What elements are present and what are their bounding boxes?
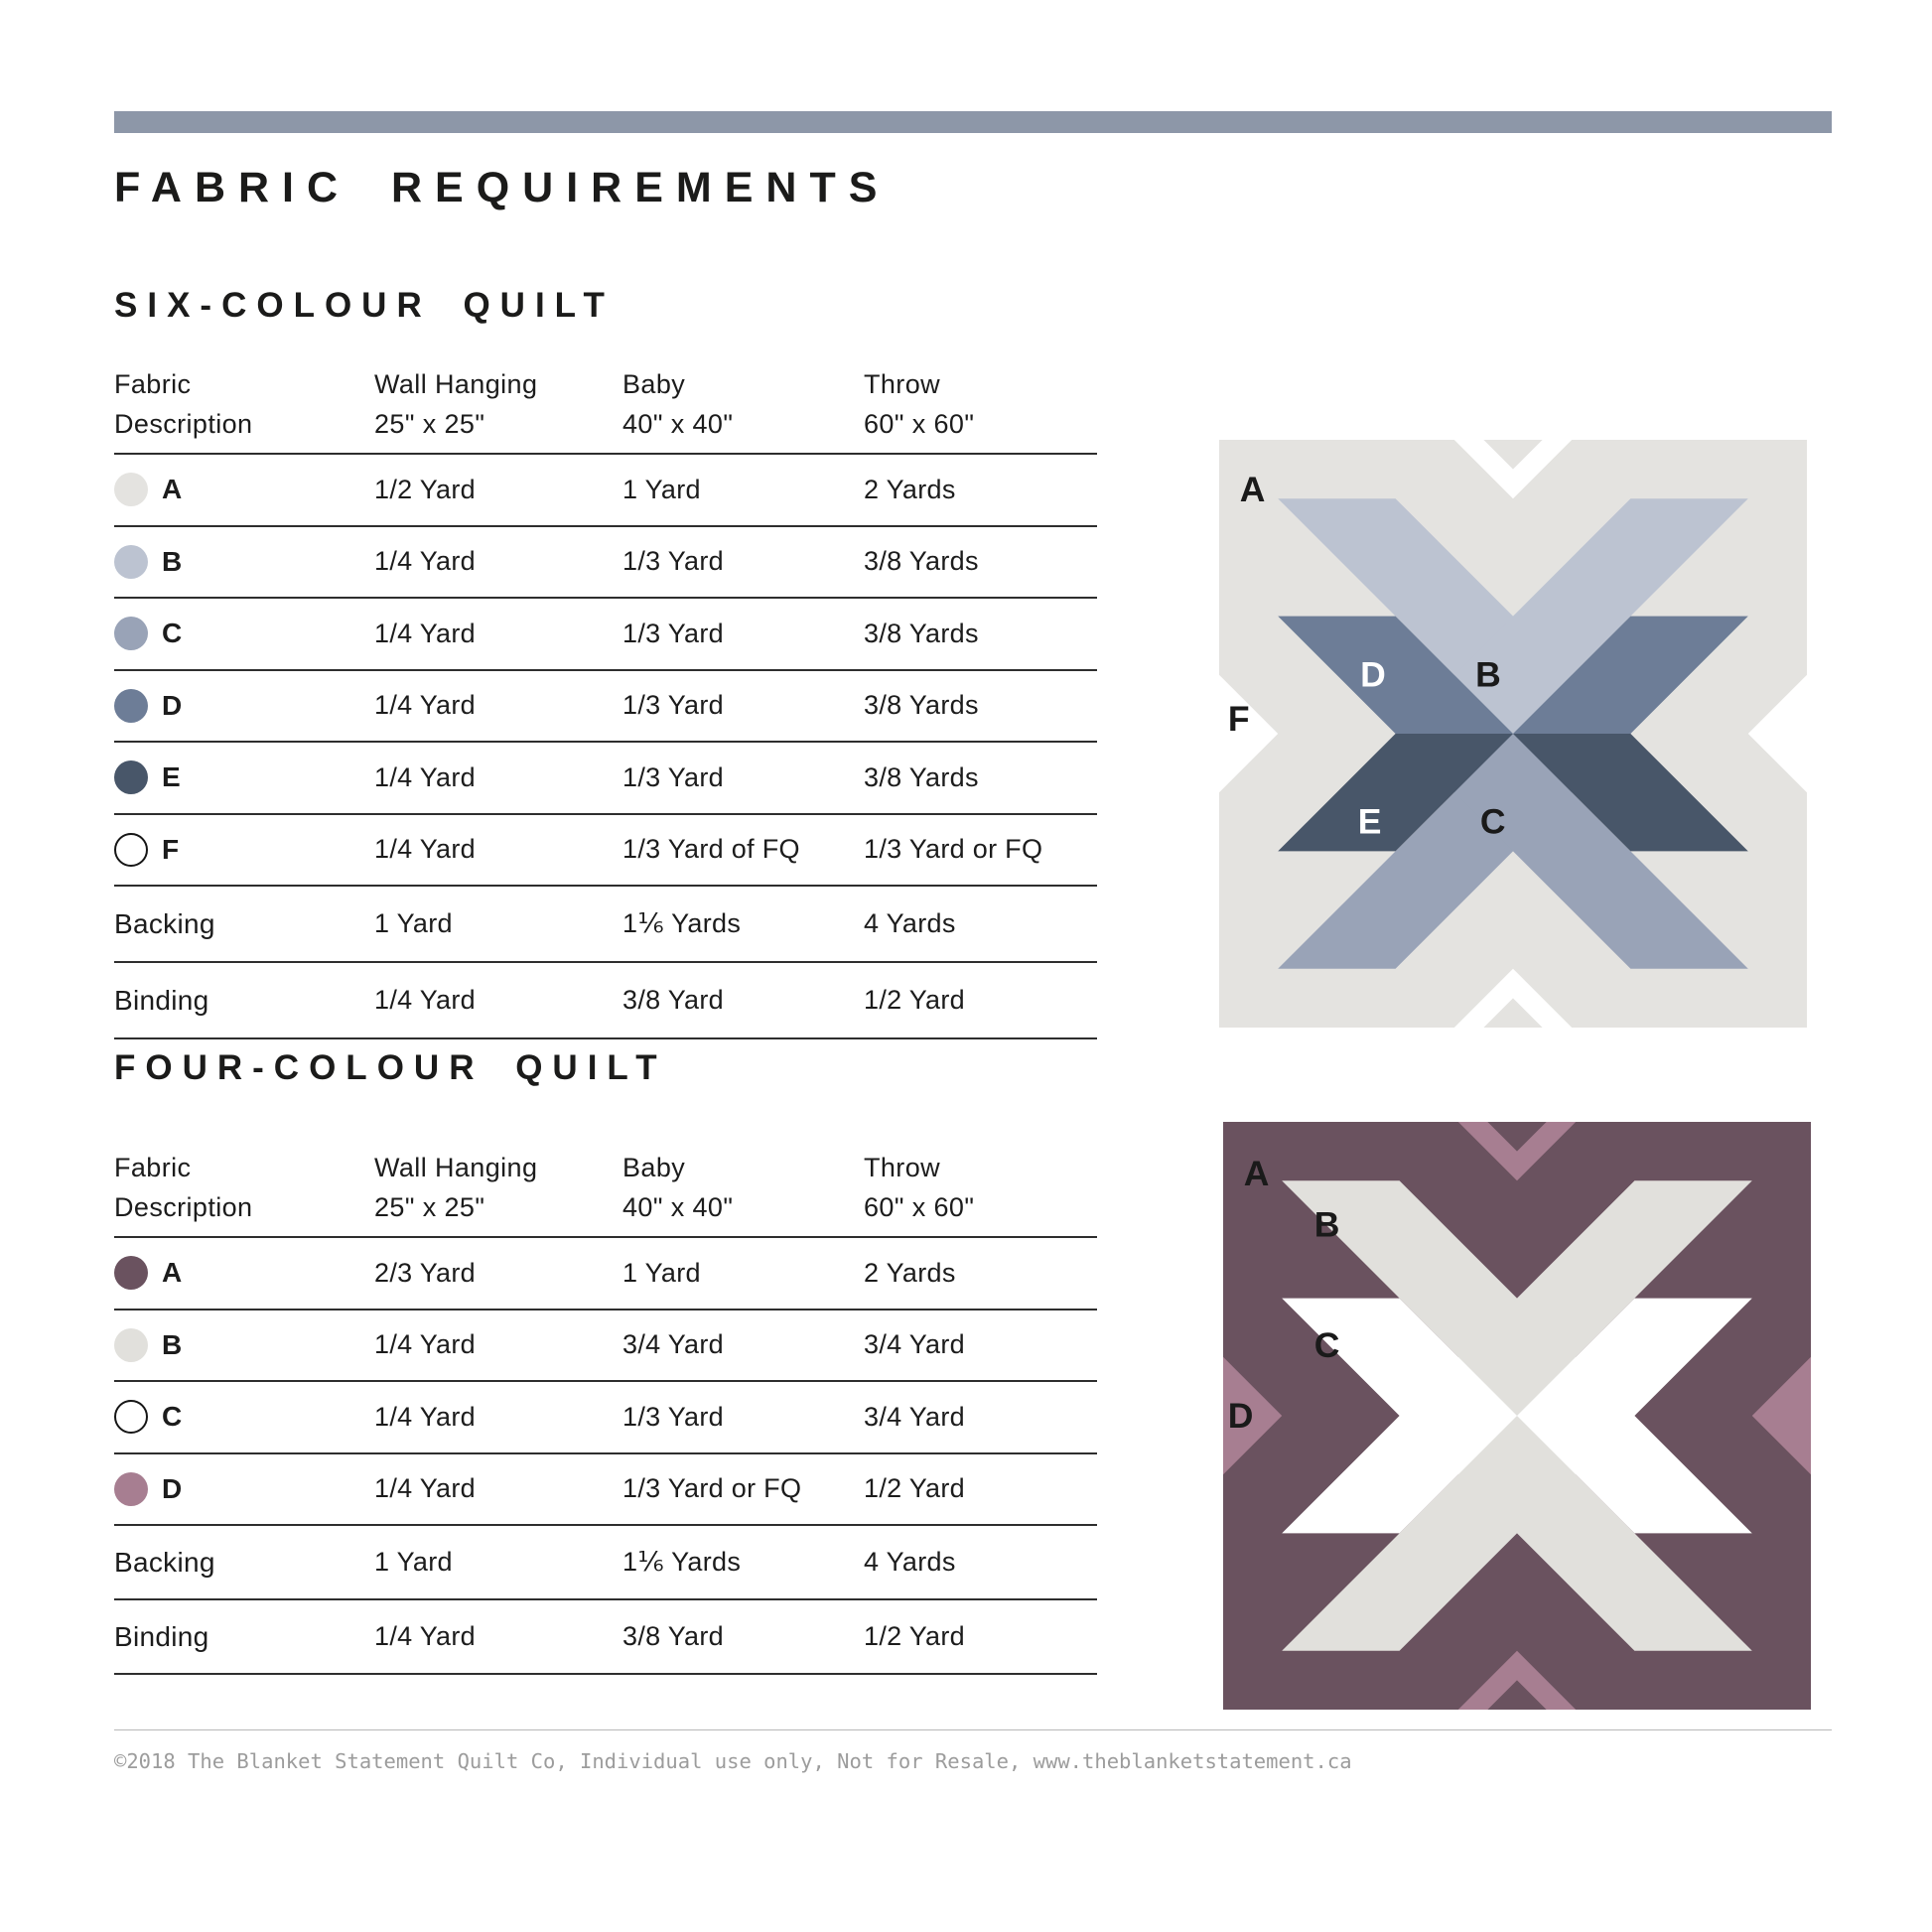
table-row-fabric-c bbox=[114, 599, 1097, 671]
header-line: Baby bbox=[622, 1153, 686, 1182]
six-colour-table bbox=[114, 362, 1097, 1039]
column-header-wall-hanging bbox=[374, 1148, 622, 1227]
value-wall-hanging: 2/3 Yard bbox=[374, 1257, 476, 1288]
table-row-fabric-f bbox=[114, 815, 1097, 888]
table-row-backing bbox=[114, 1526, 1097, 1600]
fabric-desc-cell bbox=[114, 1472, 374, 1506]
diagram-label-c: C bbox=[1313, 1324, 1340, 1365]
fabric-swatch bbox=[114, 1400, 148, 1434]
fabric-swatch bbox=[114, 473, 148, 506]
row-label: Backing bbox=[114, 1546, 215, 1578]
six-colour-title: SIX-COLOUR QUILT bbox=[114, 286, 615, 325]
row-label: Binding bbox=[114, 1620, 209, 1652]
diagram-label-a: A bbox=[1239, 470, 1266, 510]
value-baby: 1⅙ Yards bbox=[622, 1547, 742, 1577]
value-throw: 2 Yards bbox=[864, 474, 956, 504]
value-throw: 3/8 Yards bbox=[864, 690, 979, 721]
fabric-label: D bbox=[162, 689, 183, 721]
fabric-swatch bbox=[114, 1256, 148, 1290]
value-throw: 3/4 Yard bbox=[864, 1329, 965, 1360]
fabric-swatch bbox=[114, 689, 148, 723]
fabric-label: A bbox=[162, 1257, 183, 1289]
value-wall-hanging: 1/4 Yard bbox=[374, 1621, 476, 1651]
value-wall-hanging: 1/4 Yard bbox=[374, 834, 476, 865]
header-line: 40" x 40" bbox=[622, 1192, 734, 1222]
value-baby: 1/3 Yard of FQ bbox=[622, 834, 800, 865]
column-header-throw bbox=[864, 364, 1097, 444]
value-throw: 3/4 Yard bbox=[864, 1401, 965, 1432]
column-header-baby bbox=[622, 364, 864, 444]
value-wall-hanging: 1/4 Yard bbox=[374, 1401, 476, 1432]
fabric-label: F bbox=[162, 833, 180, 865]
value-throw: 3/8 Yards bbox=[864, 618, 979, 648]
fabric-desc-cell bbox=[114, 1328, 374, 1362]
fabric-desc-cell bbox=[114, 1400, 374, 1434]
value-throw: 2 Yards bbox=[864, 1257, 956, 1288]
diagram-label-f: F bbox=[1227, 699, 1250, 740]
value-baby: 1⅙ Yards bbox=[622, 908, 742, 938]
value-wall-hanging: 1/4 Yard bbox=[374, 1473, 476, 1504]
column-header-fabric bbox=[114, 364, 374, 444]
value-wall-hanging: 1/4 Yard bbox=[374, 618, 476, 648]
fabric-swatch bbox=[114, 545, 148, 579]
four-table-header bbox=[114, 1146, 1097, 1238]
row-label: Binding bbox=[114, 984, 209, 1016]
header-line: 40" x 40" bbox=[622, 409, 734, 439]
value-baby: 1 Yard bbox=[622, 474, 701, 504]
fabric-label: A bbox=[162, 474, 183, 505]
value-baby: 1/3 Yard or FQ bbox=[622, 1473, 802, 1504]
fabric-label: B bbox=[162, 1328, 183, 1360]
value-baby: 1/3 Yard bbox=[622, 690, 724, 721]
accent-bar bbox=[114, 111, 1832, 133]
header-line: Wall Hanging bbox=[374, 369, 538, 399]
value-throw: 3/8 Yards bbox=[864, 761, 979, 792]
value-throw: 1/2 Yard bbox=[864, 985, 965, 1015]
table-row-fabric-d bbox=[114, 1454, 1097, 1527]
value-wall-hanging: 1/4 Yard bbox=[374, 985, 476, 1015]
table-row-fabric-a bbox=[114, 1238, 1097, 1311]
column-header-throw bbox=[864, 1148, 1097, 1227]
footer-divider bbox=[114, 1729, 1832, 1730]
fabric-swatch bbox=[114, 760, 148, 794]
fabric-label: C bbox=[162, 1401, 183, 1433]
fabric-desc-cell bbox=[114, 473, 374, 506]
fabric-label: D bbox=[162, 1472, 183, 1504]
value-throw: 4 Yards bbox=[864, 1547, 956, 1577]
header-line: Wall Hanging bbox=[374, 1153, 538, 1182]
diagram-label-e: E bbox=[1357, 801, 1382, 842]
header-line: 60" x 60" bbox=[864, 1192, 975, 1222]
value-baby: 3/8 Yard bbox=[622, 985, 724, 1015]
value-wall-hanging: 1 Yard bbox=[374, 1547, 453, 1577]
value-baby: 1/3 Yard bbox=[622, 761, 724, 792]
table-row-fabric-c bbox=[114, 1382, 1097, 1454]
header-line: Fabric bbox=[114, 1153, 192, 1182]
value-wall-hanging: 1/4 Yard bbox=[374, 761, 476, 792]
value-wall-hanging: 1/4 Yard bbox=[374, 546, 476, 577]
column-header-wall-hanging bbox=[374, 364, 622, 444]
column-header-fabric bbox=[114, 1148, 374, 1227]
table-row-backing bbox=[114, 887, 1097, 963]
header-line: Description bbox=[114, 1192, 253, 1222]
fabric-desc-cell bbox=[114, 833, 374, 867]
value-baby: 1/3 Yard bbox=[622, 546, 724, 577]
page-title: FABRIC REQUIREMENTS bbox=[114, 164, 891, 211]
value-wall-hanging: 1/4 Yard bbox=[374, 690, 476, 721]
fabric-swatch bbox=[114, 1472, 148, 1506]
column-header-baby bbox=[622, 1148, 864, 1227]
table-row-binding bbox=[114, 1600, 1097, 1675]
four-quilt-svg bbox=[1223, 1122, 1811, 1710]
value-wall-hanging: 1/4 Yard bbox=[374, 1329, 476, 1360]
header-line: Baby bbox=[622, 369, 686, 399]
table-row-fabric-e bbox=[114, 743, 1097, 815]
four-colour-quilt-diagram bbox=[1223, 1122, 1811, 1710]
diagram-label-d: D bbox=[1227, 1395, 1254, 1436]
value-throw: 4 Yards bbox=[864, 908, 956, 938]
value-baby: 1 Yard bbox=[622, 1257, 701, 1288]
diagram-label-c: C bbox=[1479, 801, 1506, 842]
four-colour-title: FOUR-COLOUR QUILT bbox=[114, 1048, 667, 1087]
table-row-fabric-b bbox=[114, 1311, 1097, 1383]
six-quilt-svg bbox=[1219, 440, 1807, 1028]
value-baby: 3/8 Yard bbox=[622, 1621, 724, 1651]
fabric-swatch bbox=[114, 1328, 148, 1362]
table-row-binding bbox=[114, 963, 1097, 1039]
header-line: 60" x 60" bbox=[864, 409, 975, 439]
value-throw: 1/2 Yard bbox=[864, 1621, 965, 1651]
value-throw: 1/3 Yard or FQ bbox=[864, 834, 1043, 865]
fabric-label: C bbox=[162, 618, 183, 649]
value-wall-hanging: 1 Yard bbox=[374, 908, 453, 938]
header-line: 25" x 25" bbox=[374, 1192, 485, 1222]
header-line: Throw bbox=[864, 1153, 941, 1182]
value-baby: 1/3 Yard bbox=[622, 1401, 724, 1432]
fabric-desc-cell bbox=[114, 545, 374, 579]
fabric-desc-cell bbox=[114, 1256, 374, 1290]
header-line: 25" x 25" bbox=[374, 409, 485, 439]
value-baby: 3/4 Yard bbox=[622, 1329, 724, 1360]
row-label: Backing bbox=[114, 907, 215, 939]
value-wall-hanging: 1/2 Yard bbox=[374, 474, 476, 504]
header-line: Fabric bbox=[114, 369, 192, 399]
fabric-desc-cell bbox=[114, 760, 374, 794]
six-table-header bbox=[114, 362, 1097, 455]
copyright-text: ©2018 The Blanket Statement Quilt Co, Individual use only, Not for Resale, www.theblanketstatement.ca bbox=[114, 1749, 1352, 1773]
table-row-fabric-b bbox=[114, 527, 1097, 600]
header-line: Description bbox=[114, 409, 253, 439]
table-row-fabric-a bbox=[114, 455, 1097, 527]
fabric-desc-cell bbox=[114, 617, 374, 650]
fabric-swatch bbox=[114, 617, 148, 650]
value-baby: 1/3 Yard bbox=[622, 618, 724, 648]
fabric-label: E bbox=[162, 761, 181, 793]
six-colour-quilt-diagram bbox=[1219, 440, 1807, 1028]
header-line: Throw bbox=[864, 369, 941, 399]
diagram-label-b: B bbox=[1475, 654, 1501, 695]
diagram-label-d: D bbox=[1360, 654, 1386, 695]
fabric-desc-cell bbox=[114, 689, 374, 723]
value-throw: 3/8 Yards bbox=[864, 546, 979, 577]
diagram-label-b: B bbox=[1313, 1204, 1340, 1245]
table-row-fabric-d bbox=[114, 671, 1097, 744]
fabric-swatch bbox=[114, 833, 148, 867]
fabric-label: B bbox=[162, 545, 183, 577]
value-throw: 1/2 Yard bbox=[864, 1473, 965, 1504]
four-colour-table bbox=[114, 1146, 1097, 1675]
diagram-label-a: A bbox=[1243, 1153, 1270, 1193]
